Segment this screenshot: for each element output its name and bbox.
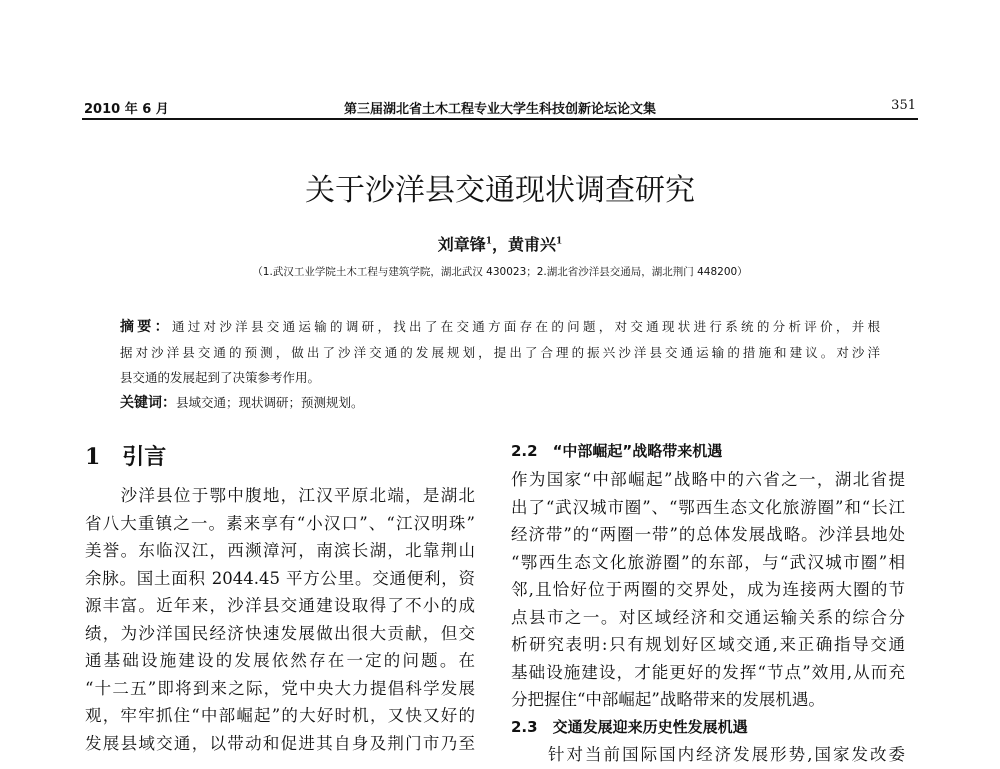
author-name: 刘章锋 bbox=[437, 235, 486, 254]
text-line: 观，牢牢抓住“中部崛起”的大好时机，又快又好的 bbox=[85, 706, 475, 725]
text-line: 经济带”的“两圈一带”的总体发展战略。沙洋县地处 bbox=[511, 525, 905, 544]
text-line: “十二五”即将到来之际，党中央大力提倡科学发展 bbox=[85, 678, 475, 698]
author-affil-mark: 1 bbox=[485, 236, 492, 247]
keywords: 县域交通；现状调研；预测规划。 bbox=[176, 395, 364, 410]
text-line: 通基础设施建设的发展依然存在一定的问题。在 bbox=[85, 651, 475, 670]
text-line: 源丰富。近年来，沙洋县交通建设取得了不小的成 bbox=[85, 596, 475, 615]
keywords-label: 关键词： bbox=[120, 395, 176, 411]
text-line: 发展县域交通，以带动和促进其自身及荆门市乃至 bbox=[85, 733, 475, 753]
text-line: 分把握住“中部崛起”战略带来的发展机遇。 bbox=[511, 690, 825, 709]
page-number: 351 bbox=[891, 98, 916, 113]
text-line: 邻,且恰好位于两圈的交界处，成为连接两大圈的节 bbox=[511, 580, 905, 599]
paper-title: 关于沙洋县交通现状调查研究 bbox=[305, 173, 695, 208]
subsection-heading: 2.2 “中部崛起”战略带来机遇 bbox=[511, 442, 723, 460]
abstract-line: 通过对沙洋县交通运输的调研，找出了在交通方面存在的问题，对交通现状进行系统的分析评价，并根 bbox=[171, 319, 880, 334]
text-line: 点县市之一。对区域经济和交通运输关系的综合分 bbox=[511, 607, 905, 627]
abstract-label: 摘要： bbox=[120, 319, 172, 335]
text-line: 作为国家“中部崛起”战略中的六省之一，湖北省提 bbox=[511, 470, 905, 489]
subsection-heading: 2.3 交通发展迎来历史性发展机遇 bbox=[511, 717, 748, 736]
abstract-line: 县交通的发展起到了决策参考作用。 bbox=[120, 370, 321, 385]
affiliation: （1.武汉工业学院土木工程与建筑学院，湖北武汉 430023；2.湖北省沙洋县交通局，湖北荆门 448200） bbox=[252, 266, 748, 278]
text-line: 基础设施建设，才能更好的发挥“节点”效用,从而充 bbox=[511, 662, 905, 682]
header-rule bbox=[82, 118, 918, 120]
authors: 刘章锋$^1$，黄甫兴$^1$ bbox=[437, 235, 563, 254]
right-column-body bbox=[511, 466, 905, 769]
text-line: 省八大重镇之一。素来享有“小汉口”、“江汉明珠” bbox=[85, 513, 475, 533]
author-name: 黄甫兴 bbox=[508, 235, 557, 254]
author-affil-mark: 1 bbox=[556, 236, 563, 247]
abstract-line: 据对沙洋县交通的预测，做出了沙洋交通的发展规划，提出了合理的振兴沙洋县交通运输的措施和建议。对沙洋 bbox=[120, 345, 880, 360]
text-line: 美誉。东临汉江，西濒漳河，南滨长湖，北靠荆山 bbox=[85, 541, 475, 560]
section-1-body bbox=[85, 482, 475, 757]
text-line: 绩，为沙洋国民经济快速发展做出很大贡献，但交 bbox=[85, 623, 475, 643]
header-date: 2010 年 6 月 bbox=[84, 102, 169, 117]
text-line: 余脉。国土面积 2044.45 平方公里。交通便利，资 bbox=[85, 568, 475, 588]
text-line: 析研究表明:只有规划好区域交通,来正确指导交通 bbox=[511, 635, 905, 654]
header-journal: 第三届湖北省土木工程专业大学生科技创新论坛论文集 bbox=[343, 102, 656, 117]
text-line: 针对当前国际国内经济发展形势,国家发改委 bbox=[511, 745, 905, 764]
text-line: 沙洋县位于鄂中腹地，江汉平原北端，是湖北 bbox=[85, 486, 475, 505]
section-heading: 1 引言 bbox=[85, 444, 167, 470]
text-line: “鄂西生态文化旅游圈”的东部，与“武汉城市圈”相 bbox=[511, 552, 905, 572]
abstract bbox=[120, 314, 880, 416]
text-line: 出了“武汉城市圈”、“鄂西生态文化旅游圈”和“长江 bbox=[511, 497, 905, 517]
